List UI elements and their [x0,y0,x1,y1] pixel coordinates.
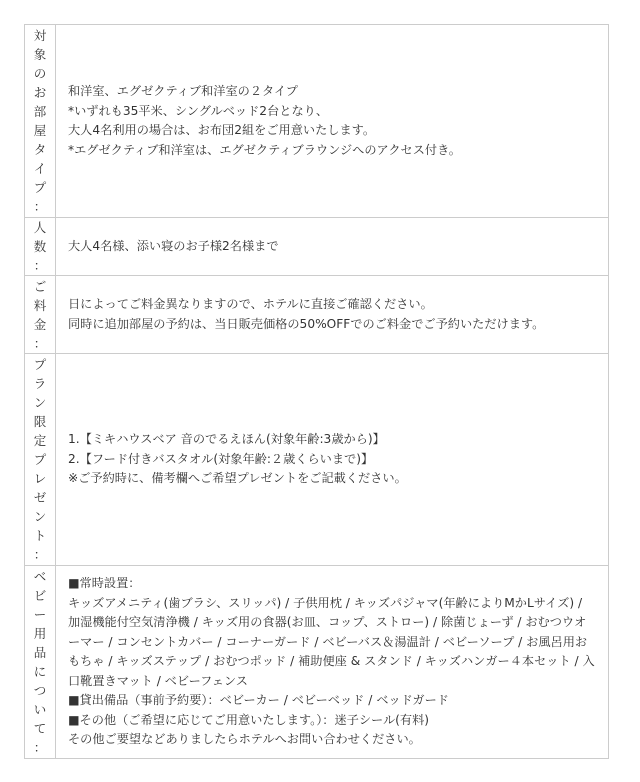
price-line: 同時に追加部屋の予約は、当日販売価格の50%OFFでのご料金でご予約いただけます。 [68,316,545,331]
room-info-panel [24,24,609,759]
baby-items-line: ■貸出備品（事前予約要）：ベビーカー / ベビーベッド / ベッドガード [68,693,449,708]
label-char: ： [33,740,47,755]
price-content [56,276,609,354]
baby-items-line: ■その他（ご希望に応じてご用意いたします。）：迷子シール(有料) [68,712,430,727]
label-char: イ [33,161,47,176]
baby-items-line: キッズアメニティ(歯ブラシ、スリッパ) / 子供用枕 / キッズパジャマ(年齢によりMかLサイズ) / 加湿機能付空気清浄機 / キッズ用の食器(お皿、コップ、ストロー) / 除菌じょーず / おむつウオーマー / コンセントカバー / コーナーガード / ベビーバス＆湯温計 / ベビーソープ / お風呂用おもちゃ / キッズステップ / おむつポッド / 補助便座 & スタンド / キッズハンガー４本セット / 入口靴置きマット / ベビーフェンス [68,595,595,688]
gift-label [25,354,56,566]
label-char: プ [33,357,47,372]
label-char: 屋 [33,123,47,138]
label-char: タ [33,142,47,157]
label-char: 金 [33,316,47,332]
label-char: ： [33,335,47,351]
label-char: プ [33,180,47,195]
label-char: ： [33,547,47,562]
baby-items-content [56,566,609,759]
label-char: ゼ [33,490,47,505]
room-type-content [56,25,609,218]
label-char: の [33,66,47,81]
gift-line: 2.【フード付きバスタオル(対象年齢:２歳くらいまで)】 [68,451,374,466]
label-char: 定 [33,433,47,448]
label-char: ラ [33,376,47,391]
label-char: ー [33,607,47,622]
price-label [25,276,56,354]
room-type-line: 大人4名利用の場合は、お布団2組をご用意いたします。 [68,123,376,137]
label-char: ト [33,528,47,543]
label-char: て [33,721,47,736]
guests-line: 大人4名様、添い寝のお子様2名様まで [68,238,279,253]
label-char: い [33,702,47,717]
label-char: 対 [33,28,47,43]
label-char: ン [33,395,47,410]
room-info-table [24,24,609,759]
baby-items-line: その他ご要望などありましたらホテルへお問い合わせください。 [68,732,421,747]
label-char: 用 [33,626,47,641]
label-char: 部 [33,104,47,119]
baby-items-line: ■常時設置： [68,576,141,591]
label-char: に [33,664,47,679]
room-type-line: *エグゼクティブ和洋室は、エグゼクティブラウンジへのアクセス付き。 [68,142,461,157]
label-char: お [33,85,47,100]
label-char: ベ [33,569,47,584]
label-char: プ [33,452,47,467]
room-type-line: *いずれも35平米、シングルベッド2台となり、 [68,103,329,118]
label-char: ： [33,258,47,273]
room-type-row [25,25,609,218]
gift-content [56,354,609,566]
gift-row [25,354,609,566]
gift-line: ※ご予約時に、備考欄へご希望プレゼントをご記載ください。 [68,471,407,486]
label-char: ： [33,199,47,214]
price-row [25,276,609,354]
gift-line: 1.【ミキハウスベア 音のでるえほん(対象年齢:3歳から)】 [68,432,385,447]
baby-items-label [25,566,56,759]
guests-row [25,218,609,276]
label-char: ビ [33,588,47,603]
label-char: ご [33,278,47,294]
label-char: ン [33,509,47,524]
label-char: レ [33,471,47,486]
label-char: 数 [33,239,47,254]
label-char: つ [33,683,47,698]
label-char: 象 [33,47,47,62]
price-line: 日によってご料金異なりますので、ホテルに直接ご確認ください。 [68,297,433,311]
guests-label [25,218,56,276]
guests-content [56,218,609,276]
room-type-line: 和洋室、エグゼクティブ和洋室の２タイプ [68,84,298,98]
room-type-label [25,25,56,218]
label-char: 料 [33,297,47,313]
label-char: 品 [33,645,47,660]
baby-items-row [25,566,609,759]
label-char: 限 [33,414,47,429]
label-char: 人 [33,220,47,235]
